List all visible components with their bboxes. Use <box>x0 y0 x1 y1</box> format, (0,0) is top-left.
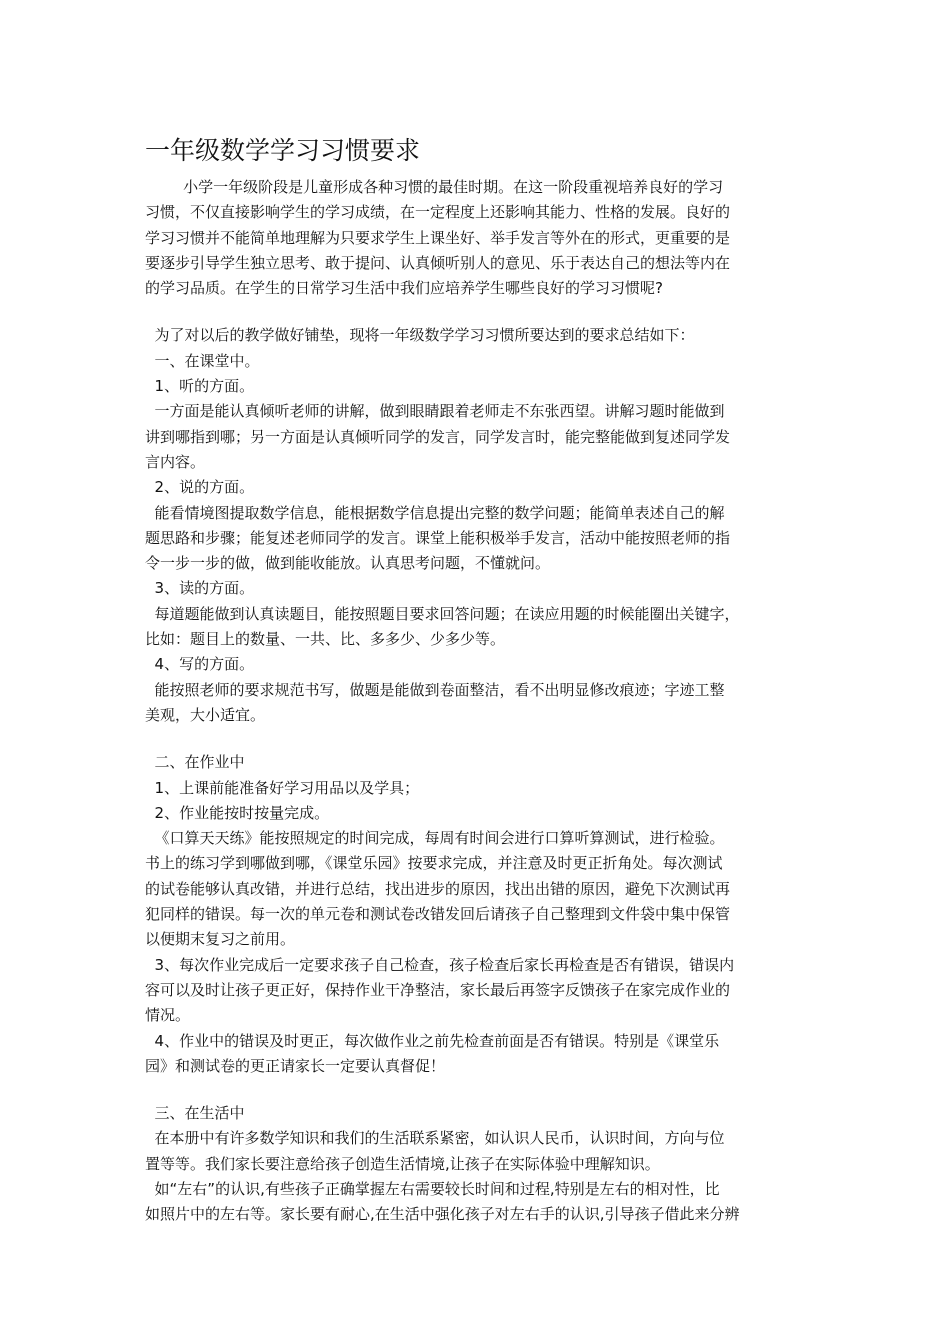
text-line: 以便期末复习之前用。 <box>145 930 296 949</box>
text-line: 要逐步引导学生独立思考、敢于提问、认真倾听别人的意见、乐于表达自己的想法等内在 <box>145 253 731 272</box>
text-line: 一方面是能认真倾听老师的讲解，做到眼睛跟着老师走不东张西望。讲解习题时能做到 <box>145 402 725 421</box>
blank-line <box>145 728 810 750</box>
text-line: 三、在生活中 <box>145 1104 245 1123</box>
text-line: 能看情境图提取数学信息，能根据数学信息提出完整的数学问题；能简单表述自己的解 <box>145 503 725 522</box>
text-line: 如“左右”的认识,有些孩子正确掌握左右需要较长时间和过程,特别是左右的相对性，比 <box>145 1179 720 1198</box>
text-line: 如照片中的左右等。家长要有耐心,在生活中强化孩子对左右手的认识,引导孩子借此来分辨 <box>145 1205 740 1224</box>
text-line: 一、在课堂中。 <box>145 351 260 370</box>
text-line: 为了对以后的教学做好铺垫，现将一年级数学学习习惯所要达到的要求总结如下： <box>145 326 695 345</box>
text-line: 的试卷能够认真改错，并进行总结，找出进步的原因，找出出错的原因，避免下次测试再 <box>145 879 731 898</box>
document-title: 一年级数学学习习惯要求 <box>145 136 421 165</box>
text-line: 讲到哪指到哪；另一方面是认真倾听同学的发言，同学发言时，能完整能做到复述同学发 <box>145 427 731 446</box>
text-line: 在本册中有许多数学知识和我们的生活联系紧密，如认识人民币，认识时间，方向与位 <box>145 1129 725 1148</box>
text-line: 4、写的方面。 <box>145 655 255 674</box>
text-line: 书上的练习学到哪做到哪，《课堂乐园》按要求完成，并注意及时更正折角处。每次测试 <box>145 854 723 873</box>
text-line: 每道题能做到认真读题目，能按照题目要求回答问题；在读应用题的时候能圈出关键字， <box>145 604 740 623</box>
text-line: 1、听的方面。 <box>145 377 255 396</box>
blank-line <box>145 301 810 323</box>
blank-line <box>145 1079 810 1101</box>
text-line: 3、读的方面。 <box>145 579 255 598</box>
text-line: 2、作业能按时按量完成。 <box>145 803 330 822</box>
text-line: 3、每次作业完成后一定要求孩子自己检查，孩子检查后家长再检查是否有错误，错误内 <box>145 955 735 974</box>
text-line: 园》和测试卷的更正请家长一定要认真督促！ <box>145 1056 446 1075</box>
text-line: 置等等。我们家长要注意给孩子创造生活情境,让孩子在实际体验中理解知识。 <box>145 1154 660 1173</box>
text-line: 容可以及时让孩子更正好，保持作业干净整洁，家长最后再签字反馈孩子在家完成作业的 <box>145 980 731 999</box>
text-line: 1、上课前能准备好学习用品以及学具； <box>145 778 420 797</box>
text-line: 2、说的方面。 <box>145 478 255 497</box>
text-line: 《口算天天练》能按照规定的时间完成，每周有时间会进行口算听算测试，进行检验。 <box>145 829 725 848</box>
document-body <box>145 175 810 1228</box>
text-line: 二、在作业中 <box>145 753 245 772</box>
text-line: 习惯，不仅直接影响学生的学习成绩，在一定程度上还影响其能力、性格的发展。良好的 <box>145 203 731 222</box>
text-line: 情况。 <box>145 1006 191 1025</box>
text-line: 令一步一步的做，做到能收能放。认真思考问题，不懂就问。 <box>145 554 551 573</box>
text-line: 美观，大小适宜。 <box>145 705 266 724</box>
text-line: 犯同样的错误。每一次的单元卷和测试卷改错发回后请孩子自己整理到文件袋中集中保管 <box>145 905 731 924</box>
text-line: 学习习惯并不能简单地理解为只要求学生上课坐好、举手发言等外在的形式，更重要的是 <box>145 228 731 247</box>
text-line: 能按照老师的要求规范书写，做题是能做到卷面整洁，看不出明显修改痕迹；字迹工整 <box>145 680 725 699</box>
text-line: 的学习品质。在学生的日常学习生活中我们应培养学生哪些良好的学习习惯呢? <box>145 279 663 298</box>
text-line: 4、作业中的错误及时更正，每次做作业之前先检查前面是否有错误。特别是《课堂乐 <box>145 1031 720 1050</box>
text-line: 题思路和步骤；能复述老师同学的发言。课堂上能积极举手发言，活动中能按照老师的指 <box>145 528 731 547</box>
text-line: 言内容。 <box>145 452 206 471</box>
text-line: 小学一年级阶段是儿童形成各种习惯的最佳时期。在这一阶段重视培养良好的学习 <box>145 178 724 196</box>
text-line: 比如：题目上的数量、一共、比、多多少、少多少等。 <box>145 630 506 649</box>
